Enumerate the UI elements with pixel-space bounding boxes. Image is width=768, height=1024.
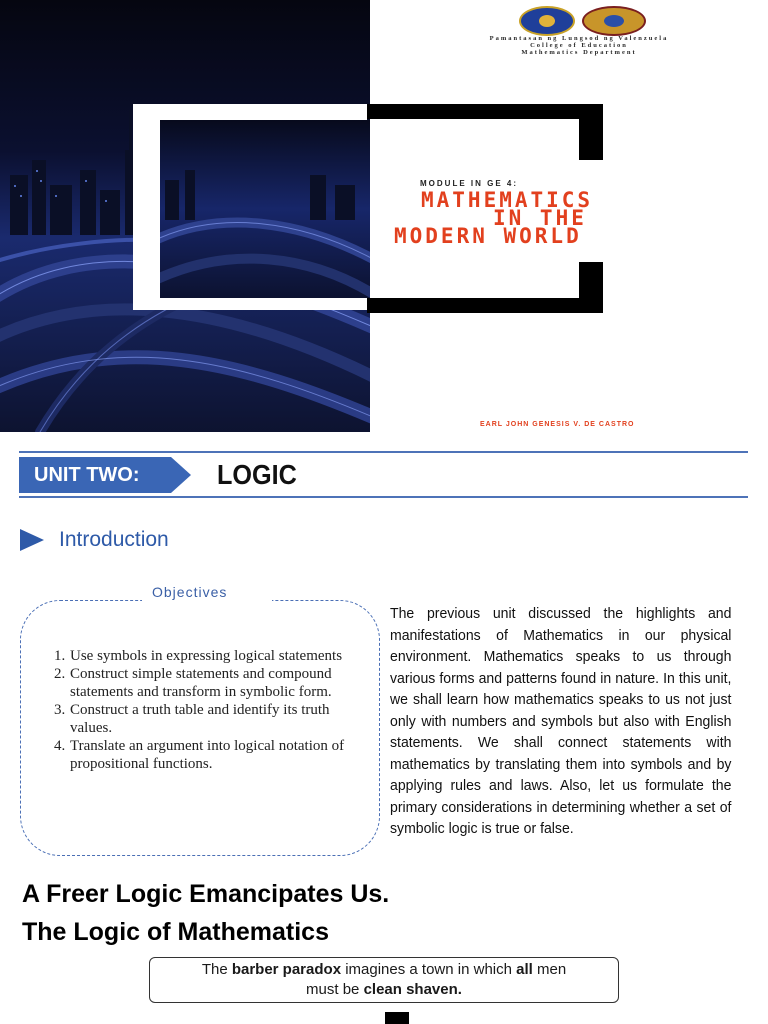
unit-rule-bottom: [19, 496, 748, 498]
objective-item: [50, 737, 368, 773]
objective-item: [50, 701, 368, 737]
bracket-bottom: [367, 298, 603, 313]
objective-text: Construct simple statements and compound statements and transform in symbolic form.: [70, 666, 332, 700]
barber-text: men: [532, 961, 567, 978]
department-name: Mathematics Department: [521, 49, 637, 56]
objective-number: 2.: [54, 666, 66, 682]
objective-number: 4.: [54, 738, 66, 754]
bracket-right-top: [579, 104, 603, 160]
barber-text: The: [201, 961, 232, 978]
objective-number: 3.: [54, 702, 66, 718]
heading-logic-of-mathematics: The Logic of Mathematics: [22, 918, 329, 946]
objective-item: [50, 647, 368, 665]
barber-paradox-box: [149, 957, 619, 1003]
introduction-paragraph: The previous unit discussed the highlights and manifestations of Mathematics in our physical environment. Mathematics speaks to us through various forms and patterns found in nature. In this unit, we shall learn how mathematics speaks to us not just only with numbers and symbols but also with English statements. We shall connect statements with mathematics by translating them into symbols and by applying rules and laws. Also, let us formulate the primary considerations in determining whether a set of symbolic logic is true or false.: [390, 606, 732, 837]
barber-bold: barber paradox: [231, 961, 342, 978]
objective-text: Translate an argument into logical notation of propositional functions.: [70, 738, 345, 772]
bracket-top: [367, 104, 603, 119]
university-name: Pamantasan ng Lungsod ng Valenzuela: [489, 35, 669, 42]
objective-text: Construct a truth table and identify its truth values.: [70, 702, 330, 736]
author-name: EARL JOHN GENESIS V. DE CASTRO: [480, 421, 635, 428]
play-arrow-icon: [20, 529, 44, 551]
objective-text: Use symbols in expressing logical statements: [70, 648, 343, 664]
objective-number: 1.: [54, 648, 66, 664]
university-seal-logo: [582, 6, 646, 36]
barber-bold: all: [516, 961, 533, 978]
cover-title-line-3: MODERN WORLD: [394, 224, 582, 248]
unit-name: LOGIC: [217, 459, 297, 490]
module-cover: [0, 0, 768, 432]
objective-item: [50, 665, 368, 701]
flowchart-connector: [385, 1012, 409, 1024]
unit-label: UNIT TWO:: [34, 464, 140, 486]
bracket-right-bottom: [579, 262, 603, 313]
cover-inset-photo: [160, 120, 370, 298]
module-label: MODULE IN GE 4:: [420, 179, 519, 188]
college-name: College of Education: [530, 42, 628, 49]
barber-bold: clean shaven.: [363, 981, 462, 998]
college-seal-logo: [519, 6, 575, 36]
barber-text: must be: [306, 981, 364, 998]
objectives-list: [50, 647, 368, 773]
section-title: Introduction: [59, 528, 169, 551]
objectives-label: Objectives: [152, 584, 228, 600]
cover-title-line-2: IN THE: [493, 206, 587, 230]
barber-text: imagines a town in which: [341, 961, 517, 978]
cover-title-line-1: MATHEMATICS: [421, 188, 594, 212]
unit-rule-top: [19, 451, 748, 453]
heading-freer-logic: A Freer Logic Emancipates Us.: [22, 880, 390, 908]
